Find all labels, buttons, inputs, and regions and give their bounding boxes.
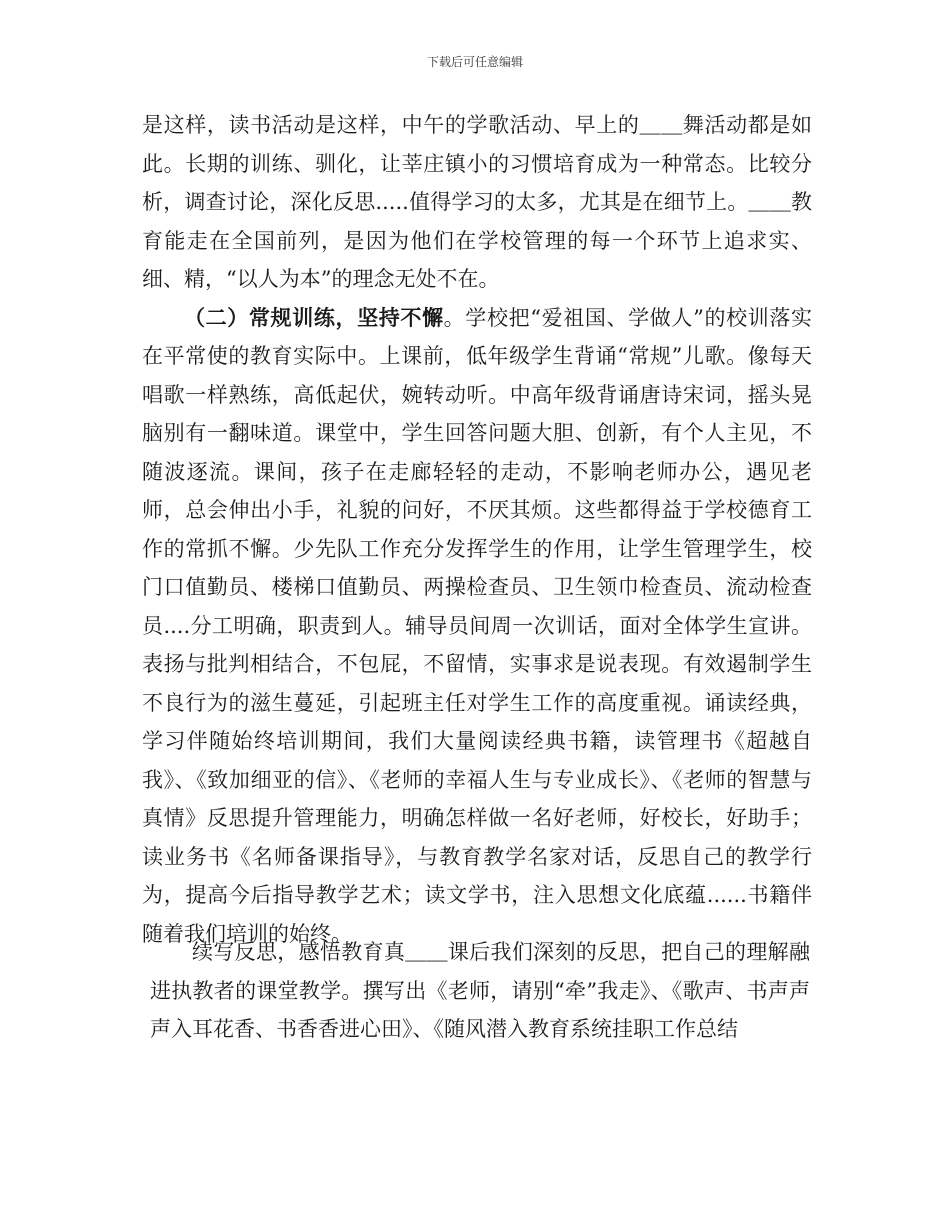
paragraph-2-body: 。学校把“爱祖国、学做人”的校训落实在平常使的教育实际中。上课前，低年级学生背诵“常规”儿歌。像每天唱歌一样熟练，高低起伏，婉转动听。中高年级背诵唐诗宋词，摇头晃脑别有一翻味道。课堂中，学生回答问题大胆、创新，有个人主见，不随波逐流。课间，孩子在走廊轻轻的走动，不影响老师办公，遇见老师，总会伸出小手，礼貌的问好，不厌其烦。这些都得益于学校德育工作的常抓不懈。少先队工作充分发挥学生的作用，让学生管理学生，校门口值勤员、楼梯口值勤员、两操检查员、卫生领巾检查员、流动检查员....分工明确，职责到人。辅导员间周一次训话，面对全体学生宣讲。表扬与批判相结合，不包屁，不留情，实事求是说表现。有效遏制学生不良行为的滋生蔓延，引起班主任对学生工作的高度重视。诵读经典，学习伴随始终培训期间，我们大量阅读经典书籍，读管理书《超越自我》、《致加细亚的信》、《老师的幸福人生与专业成长》、《老师的智慧与真情》反思提升管理能力，明确怎样做一名好老师，好校长，好助手；读业务书《名师备课指导》，与教育教学名家对话，反思自己的教学行为，提高今后指导教学艺术；读文学书，注入思想文化底蕴......书籍伴随着我们培训的始终。 <box>142 305 812 946</box>
document-body-continued <box>150 933 810 1049</box>
paragraph-3: 续写反思，感悟教育真＿＿课后我们深刻的反思，把自己的理解融进执教者的课堂教学。撰写出《老师，请别“牵”我走》、《歌声、书声声声入耳花香、书香香进心田》、《随风潜入教育系统挂职工作总结 <box>150 940 810 1041</box>
section-heading: （二）常规训练，坚持不懈 <box>184 304 444 330</box>
document-body <box>142 106 812 953</box>
page-header: 下载后可任意编辑 <box>426 55 523 69</box>
paragraph-1: 是这样，读书活动是这样，中午的学歌活动、早上的＿＿舞活动都是如此。长期的训练、驯化，让莘庄镇小的习惯培育成为一种常态。比较分析，调查讨论，深化反思.....值得学习的太多，尤其是在细节上。＿＿教育能走在全国前列，是因为他们在学校管理的每一个环节上追求实、细、精，“以人为本”的理念无处不在。 <box>142 113 812 291</box>
paragraph-2 <box>142 299 812 954</box>
